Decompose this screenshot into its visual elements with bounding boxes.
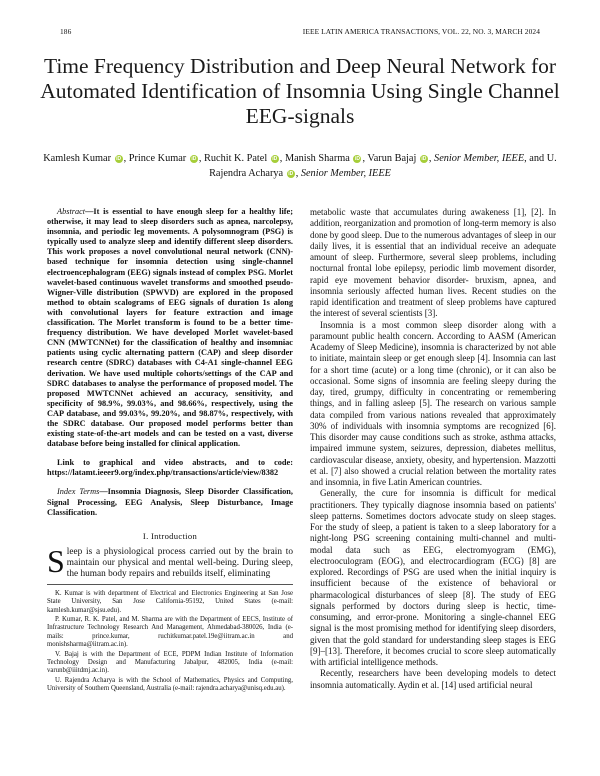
orcid-icon[interactable]: iD xyxy=(354,156,360,162)
body-paragraph: Generally, the cure for insomnia is difficult for medical practitioners. They typically diagnose insomnia based on patients' sleep patterns. Sometimes doctors advocate study on sleep stages. For the study of sleep, a patient is taken to a sleep laboratory for a night-long PSG screening containing multi-channel and multi-modal data such as EEG, electromyogram (EMG), electrooculogram (EOG), and electrocardiogram (ECG) [8] are explored. Recordings of PSG are used when the initial inquiry is insufficient because of the existence of behavioral or pharmacological disturbances of sleep [8]. The study of EEG signals performed by doctors during sleep is hectic, time-consuming, and error-prone. Monitoring a single-channel EEG signal is the most promising method for identifying sleep disorders, given that the gold standard for understanding sleep stages is EEG [9]–[13]. Therefore, it becomes crucial to score sleep automatically with artificial intelligence methods. xyxy=(310,488,556,667)
footnote: U. Rajendra Acharya is with the School of Mathematics, Physics and Computing, University of Southern Queensland, Australia (e-mail: rajendra.acharya@unisq.edu.au). xyxy=(47,676,293,693)
orcid-icon[interactable]: iD xyxy=(288,171,294,177)
author-role: Senior Member, IEEE xyxy=(300,168,391,179)
journal-header: IEEE LATIN AMERICA TRANSACTIONS, VOL. 22, NO. 3, MARCH 2024 xyxy=(302,27,540,36)
page-number: 186 xyxy=(60,27,72,36)
intro-paragraph xyxy=(47,542,293,580)
left-column xyxy=(47,207,293,695)
intro-text: leep is a physiological process carried out by the brain to maintain our physical and mental well-being. During sleep, the human body repairs and rebuilds itself, eliminating xyxy=(66,546,293,579)
index-terms-label: Index Terms xyxy=(57,487,100,497)
orcid-icon[interactable]: iD xyxy=(116,156,122,162)
author-name: Varun Bajaj xyxy=(367,153,417,164)
orcid-icon[interactable]: iD xyxy=(191,156,197,162)
body-paragraph: Insomnia is a most common sleep disorder along with a paramount public health concern. According to AASM (American Academy of Sleep Medicine), insomnia is characterized by not able to initiate, maintain sleep or get enough sleep [4]. Insomnia can last for a short time (acute) or a long time (chronic), or it can also be occasional. Some signs of insomnia are feeling sleepy during the day, tired, grumpy, difficulty in concentrating or remembering things, and in falling asleep [5]. The research on various sample data compiled from various nations revealed that approximately 30% of individuals with insomnia symptoms are recognized [6]. This disorder may cause conditions such as stroke, asthma attacks, impaired immune system, seizures, depression, diabetes mellitus, cardiovascular disease, anxiety, obesity, and hypertension. Mazzotti et al. [7] also showed a crucial relation between the mortality rates and insomnia, in five Latin American countries. xyxy=(310,319,556,487)
orcid-icon[interactable]: iD xyxy=(421,156,427,162)
footnote-rule xyxy=(47,584,293,585)
author-name: Kamlesh Kumar xyxy=(43,153,112,164)
author-name: Prince Kumar xyxy=(128,153,187,164)
author-name: U. Rajendra Acharya xyxy=(209,153,557,179)
abstract-text: —It is essential to have enough sleep for a healthy life; otherwise, it may lead to sleep disorders such as apnea, narcolepsy, insomnia, and periodic leg movements. A polysomnogram (PSG) is typically used to analyze sleep and identify different sleep disorders. This work proposes a novel convolutional neural network (CNN)-based technique for insomnia detection using single-channel electroencephalogram (EEG) signals instead of complex PSG. Morlet wavelet-based continuous wavelet transforms and smoothed pseudo-Wigner-Ville distribution (SPWVD) are explored in the proposed method to obtain scalograms of EEG signals of duration 1s along with convolutional layers for feature extraction and image classification. The Morlet transform is found to be a better time-frequency distribution. We have developed Morlet wavelet-based CNN (MWTCNNet) for the classification of healthy and insomniac patients using cyclic alternating pattern (CAP) and sleep disorder research centre (SDRC) databases with C4-A1 single-channel EEG derivation. We have used multiple cohorts/settings of the CAP and SDRC databases to analyse the performance of proposed model. The proposed MWTCNNet achieved an accuracy, sensitivity, and specificity of 98.9%, 99.03%, and 98.66%, respectively, using the CAP database, and 99.03%, 99.20%, and 98.87%, respectively, with the SDRC database. Our proposed model performs better than existing state-of-the-art models and can be tested on a vast, diverse database before being installed for clinical application. xyxy=(47,207,293,449)
body-paragraph: metabolic waste that accumulates during awakeness [1], [2]. In addition, reorganization and promotion of long-term memory is also done by good sleep. Due to the numerous advantages of sleep in our daily lives, it is essential that an individual receive an adequate amount of sleep. Furthermore, several sleep problems, including nocturnal frontal lobe epilepsy, periodic limb movement disorder, rapid eye movement behavior disorder- bruxism, apnea, and insomnia seriously affected human lives. Recent studies on the rapid identification and treatment of sleep problems have captured the interest of several scientists [3]. xyxy=(310,207,556,319)
author-role: Senior Member, IEEE xyxy=(434,153,525,164)
graphical-abstract-link[interactable]: Link to graphical and video abstracts, and to code: https://latamt.ieeer9.org/index.php/transactions/article/view/8382 xyxy=(47,458,293,478)
orcid-icon[interactable]: iD xyxy=(272,156,278,162)
author-name: Manish Sharma xyxy=(284,153,350,164)
index-terms-text: —Insomnia Diagnosis, Sleep Disorder Classification, Signal Processing, EEG Analysis, Sleep Disturbance, Image Classification. xyxy=(47,487,293,517)
footnote: K. Kumar is with department of Electrical and Electronics Engineering at San Jose State University, San Jose California-95192, United States (e-mail: kamlesh.kumar@sjsu.edu). xyxy=(47,589,293,614)
abstract-label: Abstract xyxy=(57,207,86,216)
section-heading: I. Introduction xyxy=(142,530,198,541)
body-paragraph: Recently, researchers have been developing models to detect insomnia automatically. Aydin et al. [14] used artificial neural xyxy=(310,668,556,690)
right-column xyxy=(310,207,556,691)
footnotes xyxy=(47,590,293,694)
paper-title: Time Frequency Distribution and Deep Neural Network for Automated Identification of Insomnia Using Single Channel EEG-signals xyxy=(40,54,560,128)
drop-cap: S xyxy=(47,542,65,579)
footnote: V. Bajaj is with the Department of ECE, PDPM Indian Institute of Information Technology Design and Manufacturing Jabalpur, 482005, India (e-mail: varunb@iiitdmj.ac.in). xyxy=(47,650,293,675)
author-name: Ruchit K. Patel xyxy=(203,153,268,164)
index-terms xyxy=(47,487,293,517)
footnote: P. Kumar, R. K. Patel, and M. Sharma are with the Department of EECS, Institute of Infrastructure Technology Research And Management, Ahmedabad-380026, India (e-mails: prince.kumar, ruchitkumar.patel.19e@iitram.ac.in and monishsharma@iitram.ac.in). xyxy=(47,616,293,649)
author-list: Kamlesh Kumar iD , Prince Kumar iD , Ruchit K. Patel iD , Manish Sharma iD , Varun Bajaj iD , Senior Member, IEEE, and U. Rajendra Acharya iD , Senior Member, IEEE xyxy=(43,153,557,179)
abstract xyxy=(47,207,293,449)
